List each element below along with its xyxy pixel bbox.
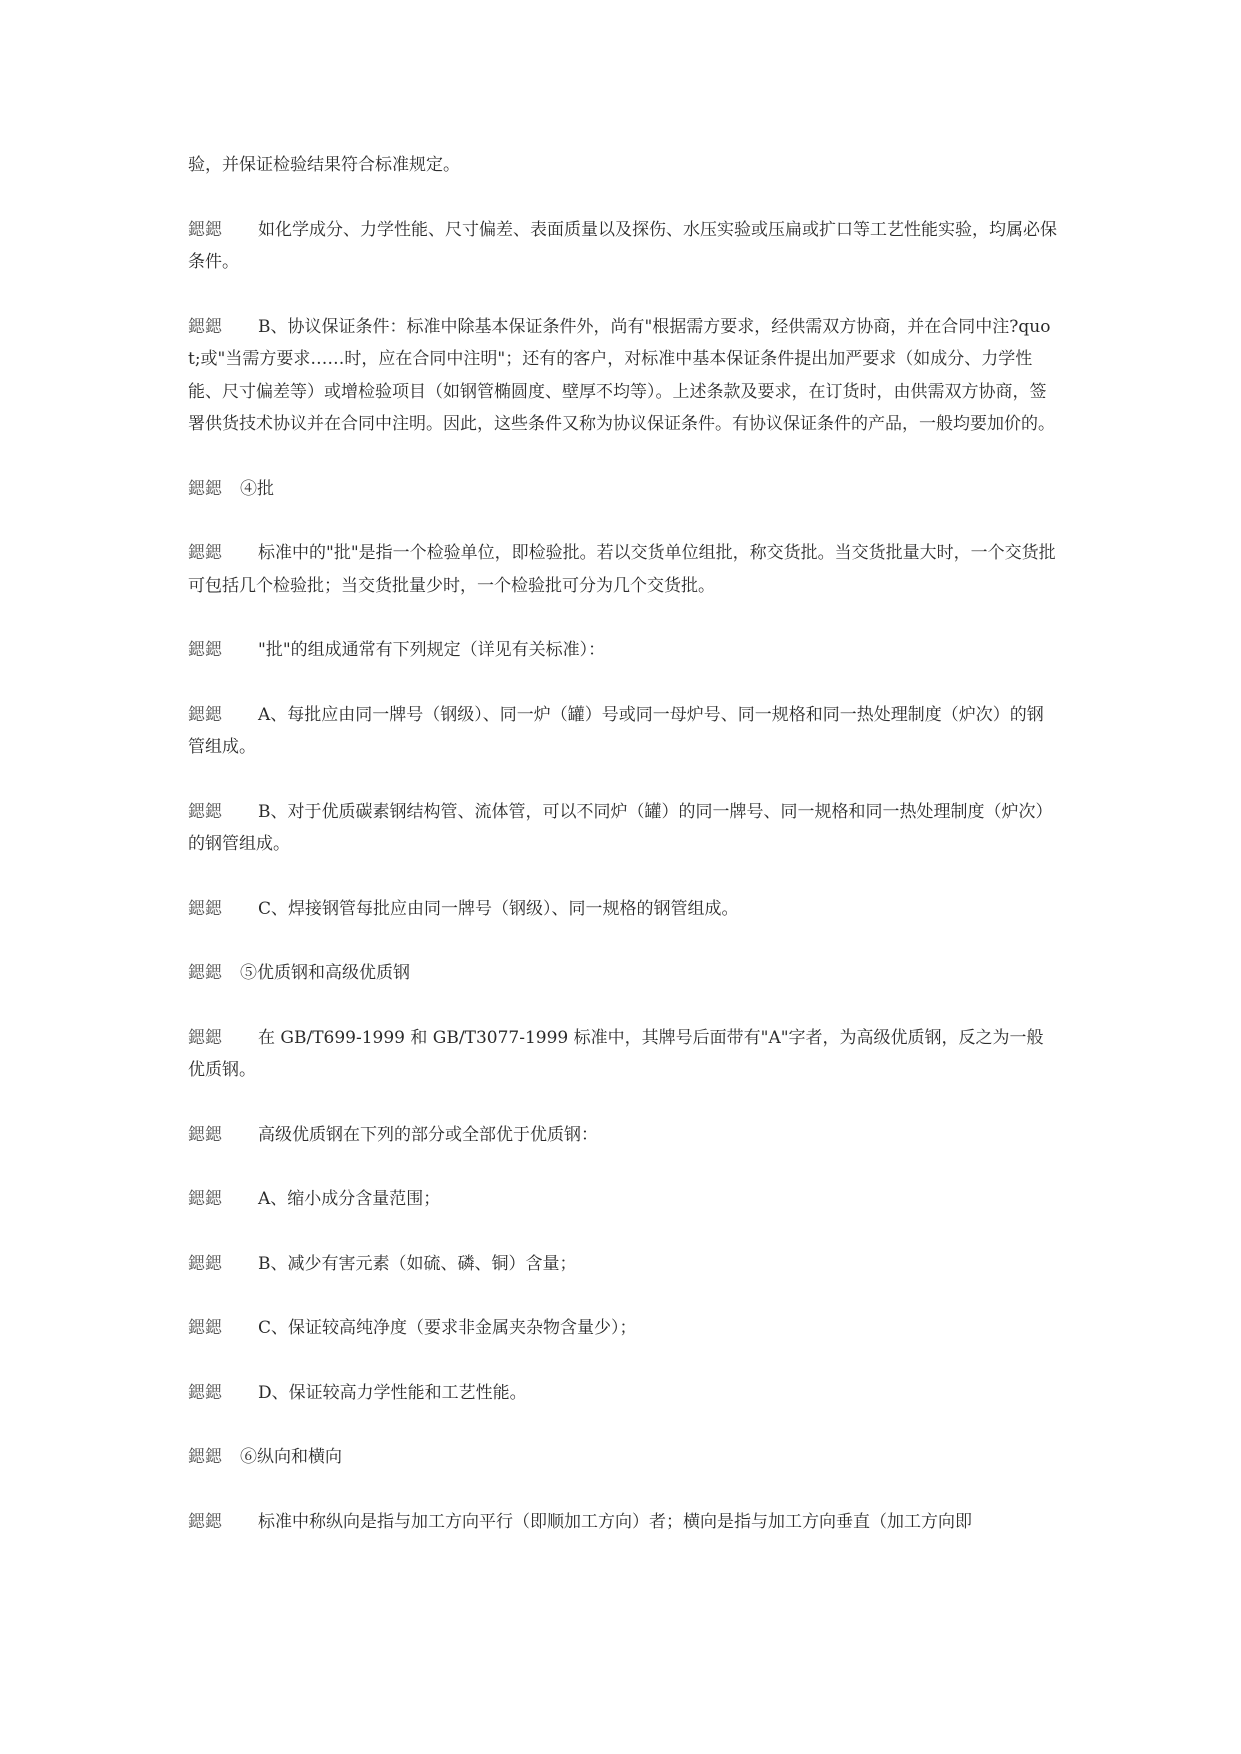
paragraph xyxy=(188,537,1058,602)
paragraph xyxy=(188,473,1058,506)
paragraph xyxy=(188,1248,1058,1281)
paragraph xyxy=(188,1377,1058,1410)
document-body xyxy=(188,149,1058,1570)
paragraph-text: B、对于优质碳素钢结构管、流体管，可以不同炉（罐）的同一牌号、同一规格和同一热处理制度（炉次）的钢管组成。 xyxy=(188,801,1053,854)
paragraph-text: B、减少有害元素（如硫、磷、铜）含量； xyxy=(258,1253,577,1274)
paragraph-text: B、协议保证条件：标准中除基本保证条件外，尚有"根据需方要求，经供需双方协商，并在合同中注?quot;或"当需方要求……时，应在合同中注明"；还有的客户，对标准中基本保证条件提出加严要求（如成分、力学性能、尺寸偏差等）或增检验项目（如钢管椭圆度、壁厚不均等）。上述条款及要求，在订货时，由供需双方协商，签署供货技术协议并在合同中注明。因此，这些条件又称为协议保证条件。有协议保证条件的产品，一般均要加价的。 xyxy=(188,316,1055,434)
paragraph-text: "批"的组成通常有下列规定（详见有关标准）： xyxy=(258,640,606,660)
paragraph-lead-glyph: 鍶鍶 xyxy=(188,543,222,563)
paragraph-text: A、缩小成分含量范围； xyxy=(258,1189,441,1209)
paragraph xyxy=(188,893,1058,926)
paragraph-text: C、焊接钢管每批应由同一牌号（钢级）、同一规格的钢管组成。 xyxy=(258,898,739,919)
paragraph xyxy=(188,1022,1058,1087)
paragraph xyxy=(188,1183,1058,1216)
paragraph-lead-glyph: 鍶鍶 xyxy=(188,219,222,240)
paragraph xyxy=(188,796,1058,861)
paragraph xyxy=(188,149,1058,182)
paragraph-text: ⑥纵向和横向 xyxy=(240,1447,342,1467)
paragraph-text: 标准中的"批"是指一个检验单位，即检验批。若以交货单位组批，称交货批。当交货批量大时，一个交货批可包括几个检验批；当交货批量少时，一个检验批可分为几个交货批。 xyxy=(188,543,1056,596)
paragraph-text: D、保证较高力学性能和工艺性能。 xyxy=(258,1382,527,1403)
paragraph-lead-glyph: 鍶鍶 xyxy=(188,1027,222,1048)
paragraph-lead-glyph: 鍶鍶 xyxy=(188,1189,222,1209)
paragraph-lead-glyph: 鍶鍶 xyxy=(188,1511,222,1532)
paragraph-lead-glyph: 鍶鍶 xyxy=(188,640,222,660)
paragraph-text: 标准中称纵向是指与加工方向平行（即顺加工方向）者；横向是指与加工方向垂直（加工方向即 xyxy=(258,1511,972,1532)
paragraph-lead-glyph: 鍶鍶 xyxy=(188,1253,222,1274)
paragraph-text: 验，并保证检验结果符合标准规定。 xyxy=(188,155,460,175)
paragraph xyxy=(188,1506,1058,1539)
paragraph-text: ⑤优质钢和高级优质钢 xyxy=(240,963,410,983)
paragraph-text: 在 GB/T699-1999 和 GB/T3077-1999 标准中，其牌号后面带有"A"字者，为高级优质钢，反之为一般优质钢。 xyxy=(188,1027,1044,1080)
paragraph xyxy=(188,699,1058,764)
paragraph-lead-glyph: 鍶鍶 xyxy=(188,1382,222,1403)
paragraph-lead-glyph: 鍶鍶 xyxy=(188,478,222,499)
paragraph-lead-glyph: 鍶鍶 xyxy=(188,898,222,919)
paragraph-lead-glyph: 鍶鍶 xyxy=(188,1447,222,1467)
paragraph xyxy=(188,957,1058,990)
paragraph-lead-glyph: 鍶鍶 xyxy=(188,316,222,337)
paragraph-text: ④批 xyxy=(240,478,274,499)
paragraph xyxy=(188,1119,1058,1152)
paragraph-lead-glyph: 鍶鍶 xyxy=(188,704,222,725)
paragraph-lead-glyph: 鍶鍶 xyxy=(188,1318,222,1338)
paragraph xyxy=(188,634,1058,667)
paragraph-text: 高级优质钢在下列的部分或全部优于优质钢： xyxy=(258,1124,598,1145)
paragraph-text: A、每批应由同一牌号（钢级）、同一炉（罐）号或同一母炉号、同一规格和同一热处理制度（炉次）的钢管组成。 xyxy=(188,704,1044,757)
paragraph xyxy=(188,311,1058,441)
paragraph-text: 如化学成分、力学性能、尺寸偏差、表面质量以及探伤、水压实验或压扁或扩口等工艺性能实验，均属必保条件。 xyxy=(188,219,1057,272)
paragraph-text: C、保证较高纯净度（要求非金属夹杂物含量少）； xyxy=(258,1318,637,1338)
paragraph-lead-glyph: 鍶鍶 xyxy=(188,801,222,822)
paragraph xyxy=(188,1312,1058,1345)
paragraph-lead-glyph: 鍶鍶 xyxy=(188,1124,222,1145)
paragraph xyxy=(188,214,1058,279)
paragraph xyxy=(188,1441,1058,1474)
paragraph-lead-glyph: 鍶鍶 xyxy=(188,963,222,983)
